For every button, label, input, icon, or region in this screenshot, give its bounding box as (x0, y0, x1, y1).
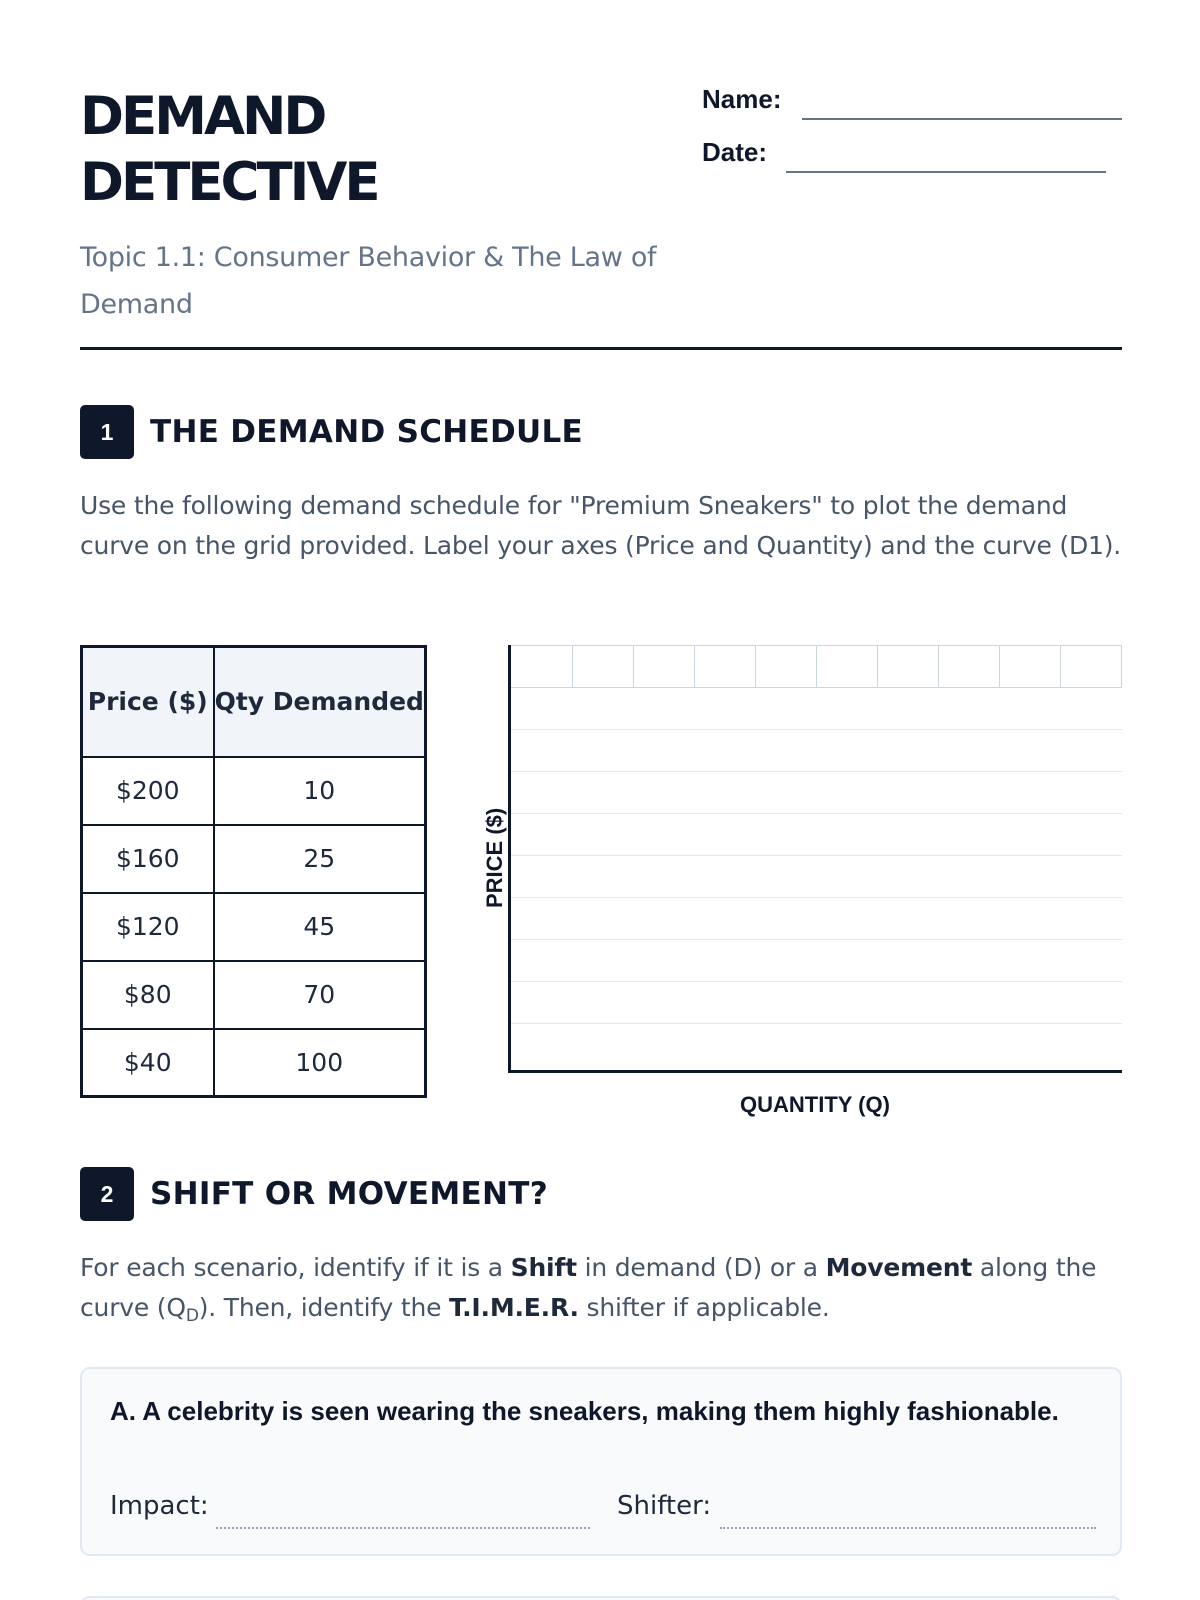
movement-term: Movement (825, 1253, 973, 1282)
qty-cell: 25 (214, 825, 426, 893)
qty-cell: 100 (214, 1029, 426, 1097)
student-info (702, 84, 1122, 190)
price-cell: $160 (82, 825, 214, 893)
name-label: Name: (702, 84, 782, 114)
price-cell: $200 (82, 757, 214, 825)
qty-cell: 10 (214, 757, 426, 825)
header-divider (80, 347, 1122, 350)
title-line-2: DETECTIVE (80, 152, 378, 213)
table-row (82, 1029, 426, 1097)
graph-y-axis-label: PRICE ($) (482, 807, 507, 908)
name-field[interactable] (802, 118, 1122, 120)
section-1-heading (80, 405, 583, 459)
date-row (702, 137, 1122, 190)
table-row (82, 757, 426, 825)
section-1-badge: 1 (80, 405, 134, 459)
section-1-instructions: Use the following demand schedule for "Premium Sneakers" to plot the demand curve on the grid provided. Label your axes (Price and Quantity) and the curve (D1). (80, 491, 1122, 560)
header (80, 84, 720, 328)
timer-term: T.I.M.E.R. (449, 1293, 579, 1322)
qty-cell: 70 (214, 961, 426, 1029)
section-2-instructions: For each scenario, identify if it is a Shift in demand (D) or a Movement along the curve $(Q_D)$. Then, identify the T.I.M.E.R. shifter if applicable. (80, 1253, 1097, 1326)
shift-term: Shift (510, 1253, 577, 1282)
qty-cell: 45 (214, 893, 426, 961)
worksheet-subtitle: Topic 1.1: Consumer Behavior & The Law of Demand (80, 242, 657, 320)
section-2-heading (80, 1167, 548, 1221)
demand-schedule-table (80, 645, 427, 1098)
impact-label: Impact: (110, 1491, 209, 1521)
name-row (702, 84, 1122, 137)
shifter-answer-field[interactable] (720, 1527, 1096, 1529)
graph-x-axis-label: QUANTITY (Q) (740, 1092, 890, 1117)
date-field[interactable] (786, 171, 1106, 173)
table-row (82, 825, 426, 893)
shifter-label: Shifter: (617, 1491, 712, 1521)
title-line-1: DEMAND (80, 86, 325, 147)
scenario-card-next (80, 1596, 1122, 1600)
date-label: Date: (702, 137, 768, 167)
scenario-card (80, 1367, 1122, 1556)
impact-answer-field[interactable] (216, 1527, 590, 1529)
table-row (82, 893, 426, 961)
price-cell: $120 (82, 893, 214, 961)
section-2-title: SHIFT OR MOVEMENT? (150, 1176, 548, 1212)
price-cell: $80 (82, 961, 214, 1029)
qty-column-header: Qty Demanded (214, 647, 426, 757)
plotting-grid[interactable] (508, 645, 1122, 1073)
table-header-row (82, 647, 426, 757)
scenario-question: A. A celebrity is seen wearing the sneakers, making them highly fashionable. (110, 1396, 1059, 1426)
price-column-header: Price ($) (82, 647, 214, 757)
price-cell: $40 (82, 1029, 214, 1097)
section-1-title: THE DEMAND SCHEDULE (150, 414, 584, 450)
table-row (82, 961, 426, 1029)
worksheet-title (80, 84, 720, 216)
grid-lines (511, 645, 1122, 1070)
section-2-badge: 2 (80, 1167, 134, 1221)
